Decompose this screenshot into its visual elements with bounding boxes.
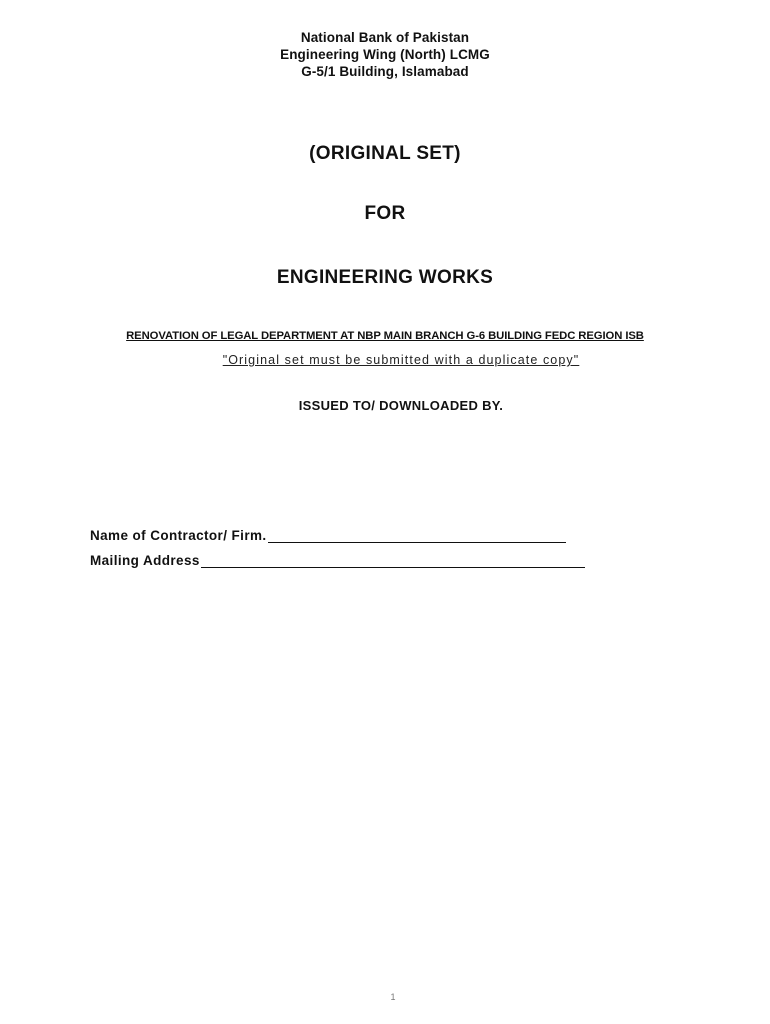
original-set-title: (ORIGINAL SET) xyxy=(309,143,461,164)
contractor-field xyxy=(90,528,566,543)
organization-name: National Bank of Pakistan xyxy=(300,30,470,45)
page-number: 1 xyxy=(390,992,396,1002)
project-name: RENOVATION OF LEGAL DEPARTMENT AT NBP MAIN BRANCH G-6 BUILDING FEDC REGION ISB xyxy=(126,330,644,342)
organization-address: G-5/1 Building, Islamabad xyxy=(301,64,469,79)
document-header xyxy=(0,29,770,80)
issued-to-heading: ISSUED TO/ DOWNLOADED BY. xyxy=(298,398,504,413)
address-field xyxy=(90,553,585,568)
contractor-label: Name of Contractor/ Firm. xyxy=(90,528,267,543)
address-blank-line[interactable] xyxy=(201,553,585,568)
submission-note: "Original set must be submitted with a duplicate copy" xyxy=(222,353,580,367)
department-name: Engineering Wing (North) LCMG xyxy=(280,47,490,62)
for-title: FOR xyxy=(364,203,406,224)
address-label: Mailing Address xyxy=(90,553,200,568)
engineering-works-title: ENGINEERING WORKS xyxy=(276,267,494,288)
contractor-blank-line[interactable] xyxy=(268,528,566,543)
